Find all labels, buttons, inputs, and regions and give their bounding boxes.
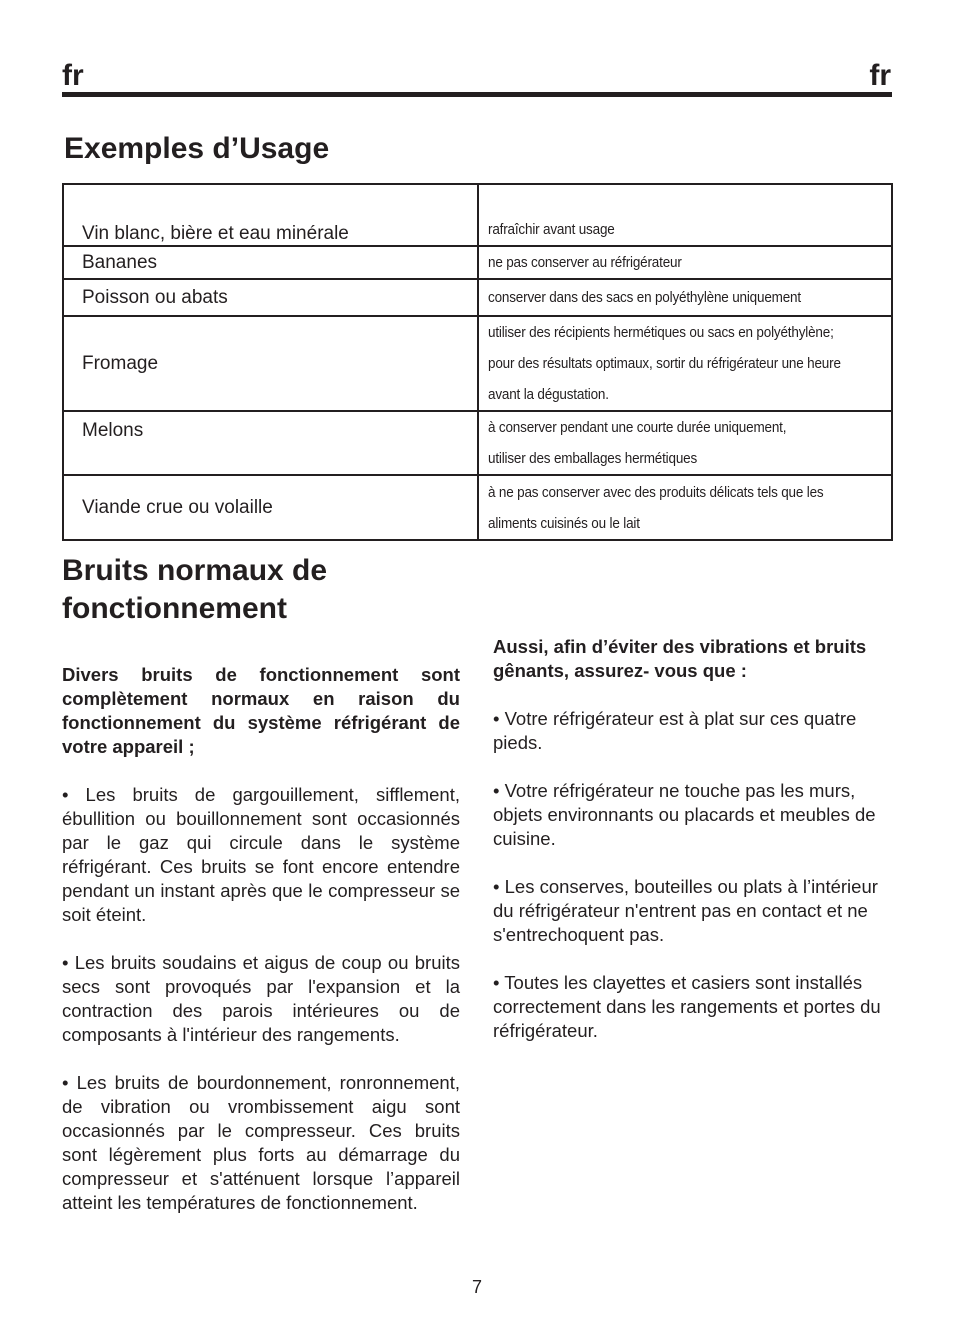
table-row xyxy=(63,411,892,475)
food-cell: Bananes xyxy=(63,246,478,279)
advice-cell xyxy=(478,475,892,540)
advice-line: utiliser des emballages hermétiques xyxy=(488,450,698,467)
advice-line: à conserver pendant une courte durée uniquement, xyxy=(488,419,787,436)
advice-cell xyxy=(478,246,892,279)
advice-line: utiliser des récipients hermétiques ou sacs en polyéthylène; xyxy=(488,324,834,341)
checklist-item: • Votre réfrigérateur ne touche pas les murs, objets environnants ou placards et meubles de cuisine. xyxy=(493,780,876,849)
noise-paragraph: • Les bruits soudains et aigus de coup ou bruits secs sont provoqués par l'expansion et la contraction des parois intérieures ou de composants à l'intérieur des rangements. xyxy=(62,952,460,1045)
food-cell: Viande crue ou volaille xyxy=(63,475,478,540)
vibration-intro: Aussi, afin d’éviter des vibrations et bruits gênants, assurez- vous que : xyxy=(493,636,867,681)
advice-cell xyxy=(478,411,892,475)
checklist-item: • Toutes les clayettes et casiers sont installés correctement dans les rangements et portes du réfrigérateur. xyxy=(493,972,881,1041)
checklist-item: • Les conserves, bouteilles ou plats à l’intérieur du réfrigérateur n'entrent pas en contact et ne s'entrechoquent pas. xyxy=(493,876,878,945)
table-row xyxy=(63,475,892,540)
header-rule xyxy=(62,92,892,97)
header-language-right: fr xyxy=(869,59,891,92)
header-language-left: fr xyxy=(62,59,84,92)
food-cell: Fromage xyxy=(63,316,478,411)
normal-noises-title: Bruits normaux de fonctionnement xyxy=(62,554,328,625)
food-cell: Vin blanc, bière et eau minérale xyxy=(63,184,478,246)
noise-paragraph: • Les bruits de bourdonnement, ronronnement, de vibration ou vrombissement aigu sont occasionnés par le compresseur. Ces bruits sont légèrement plus forts au démarrage du compresseur et s'atténuent lorsque l’appareil atteint les températures de fonctionnement. xyxy=(62,1072,460,1213)
checklist-item: • Votre réfrigérateur est à plat sur ces quatre pieds. xyxy=(493,708,857,753)
advice-line: aliments cuisinés ou le lait xyxy=(488,514,640,532)
advice-line: ne pas conserver au réfrigérateur xyxy=(488,254,682,271)
advice-cell xyxy=(478,279,892,316)
advice-line: à ne pas conserver avec des produits délicats tels que les xyxy=(488,483,824,501)
noise-paragraph: • Les bruits de gargouillement, sifflement, ébullition ou bouillonnement sont occasionnés par le gaz qui circule dans le système réfrigérant. Ces bruits se font encore entendre pendant un instant après que le compresseur se soit éteint. xyxy=(62,784,460,925)
advice-line: pour des résultats optimaux, sortir du réfrigérateur une heure xyxy=(488,355,841,372)
noise-right-column xyxy=(493,635,891,1067)
table-row xyxy=(63,246,892,279)
advice-line: conserver dans des sacs en polyéthylène uniquement xyxy=(488,289,801,306)
noise-intro: Divers bruits de fonctionnement sont complètement normaux en raison du fonctionnement du système réfrigérant de votre appareil ; xyxy=(62,664,460,757)
advice-line: avant la dégustation. xyxy=(488,386,609,403)
food-cell: Melons xyxy=(63,411,478,475)
advice-cell xyxy=(478,316,892,411)
food-cell: Poisson ou abats xyxy=(63,279,478,316)
table-row xyxy=(63,279,892,316)
table-row xyxy=(63,316,892,411)
noise-left-column xyxy=(62,663,460,1239)
advice-line: rafraîchir avant usage xyxy=(488,221,615,238)
table-row xyxy=(63,184,892,246)
advice-cell xyxy=(478,184,892,246)
usage-examples-title: Exemples d’Usage xyxy=(64,132,330,165)
page-number: 7 xyxy=(471,1277,482,1297)
usage-examples-table xyxy=(62,183,893,541)
